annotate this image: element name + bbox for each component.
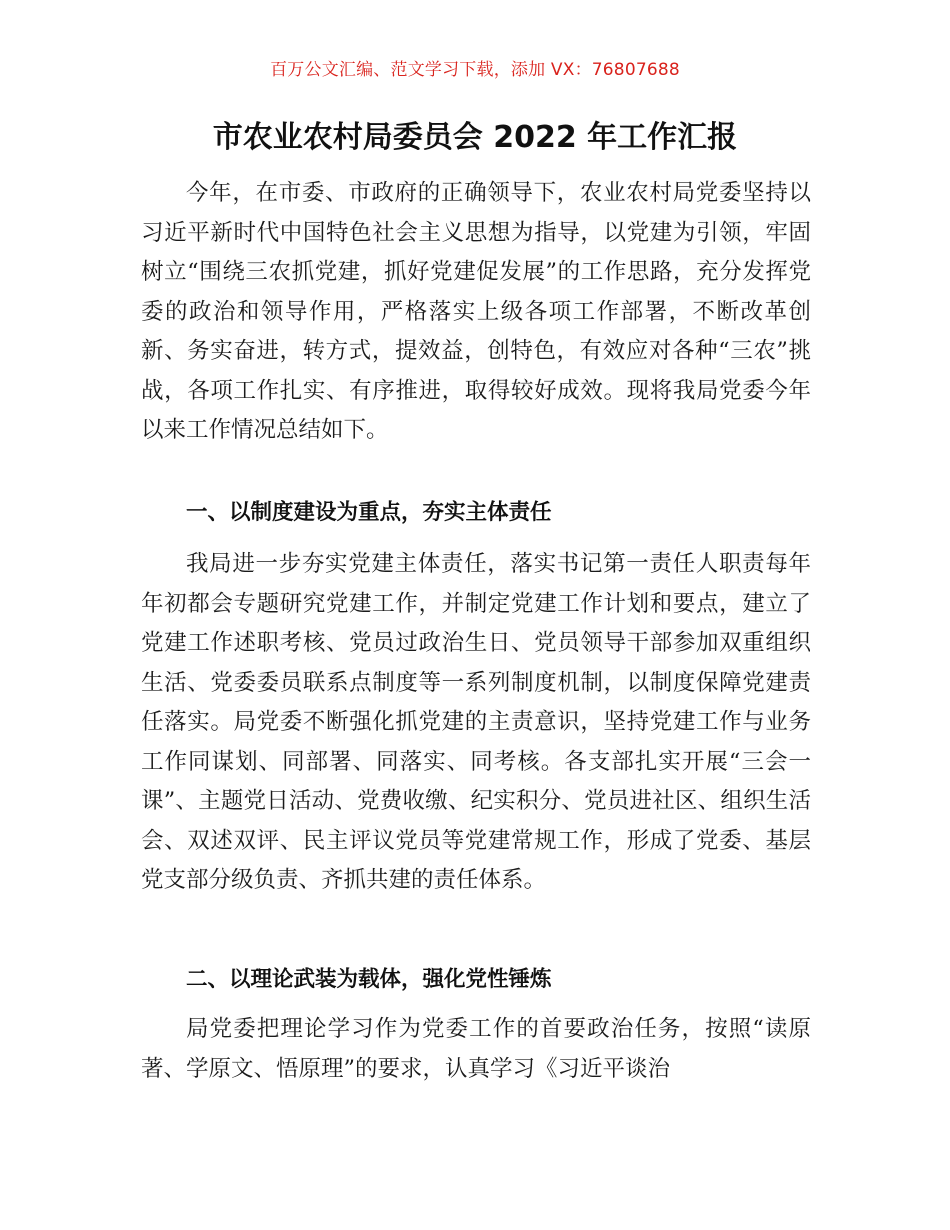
section-heading: 二、以理论武装为载体，强化党性锤炼 xyxy=(186,967,552,992)
header-note: 百万公文汇编、范文学习下载，添加 VX：76807688 xyxy=(270,60,680,80)
section-paragraph: 我局进一步夯实党建主体责任，落实书记第一责任人职责每年年初都会专题研究党建工作，并制定党建工作计划和要点，建立了党建工作述职考核、党员过政治生日、党员领导干部参加双重组织生活、党委委员联系点制度等一系列制度机制，以制度保障党建责任落实。局党委不断强化抓党建的主责意识，坚持党建工作与业务工作同谋划、同部署、同落实、同考核。各支部扎实开展“三会一课”、主题党日活动、党费收缴、纪实积分、党员进社区、组织生活会、双述双评、民主评议党员等党建常规工作，形成了党委、基层党支部分级负责、齐抓共建的责任体系。 xyxy=(141,551,811,893)
document-title: 市农业农村局委员会 2022 年工作汇报 xyxy=(212,120,738,155)
section-paragraph: 局党委把理论学习作为党委工作的首要政治任务，按照“读原著、学原文、悟原理”的要求，认真学习《习近平谈治 xyxy=(141,1016,811,1082)
intro-paragraph: 今年，在市委、市政府的正确领导下，农业农村局党委坚持以习近平新时代中国特色社会主义思想为指导，以党建为引领，牢固树立“围绕三农抓党建，抓好党建促发展”的工作思路，充分发挥党委的政治和领导作用，严格落实上级各项工作部署，不断改革创新、务实奋进，转方式，提效益，创特色，有效应对各种“三农”挑战，各项工作扎实、有序推进，取得较好成效。现将我局党委今年以来工作情况总结如下。 xyxy=(141,180,811,443)
section-heading: 一、以制度建设为重点，夯实主体责任 xyxy=(186,500,552,525)
